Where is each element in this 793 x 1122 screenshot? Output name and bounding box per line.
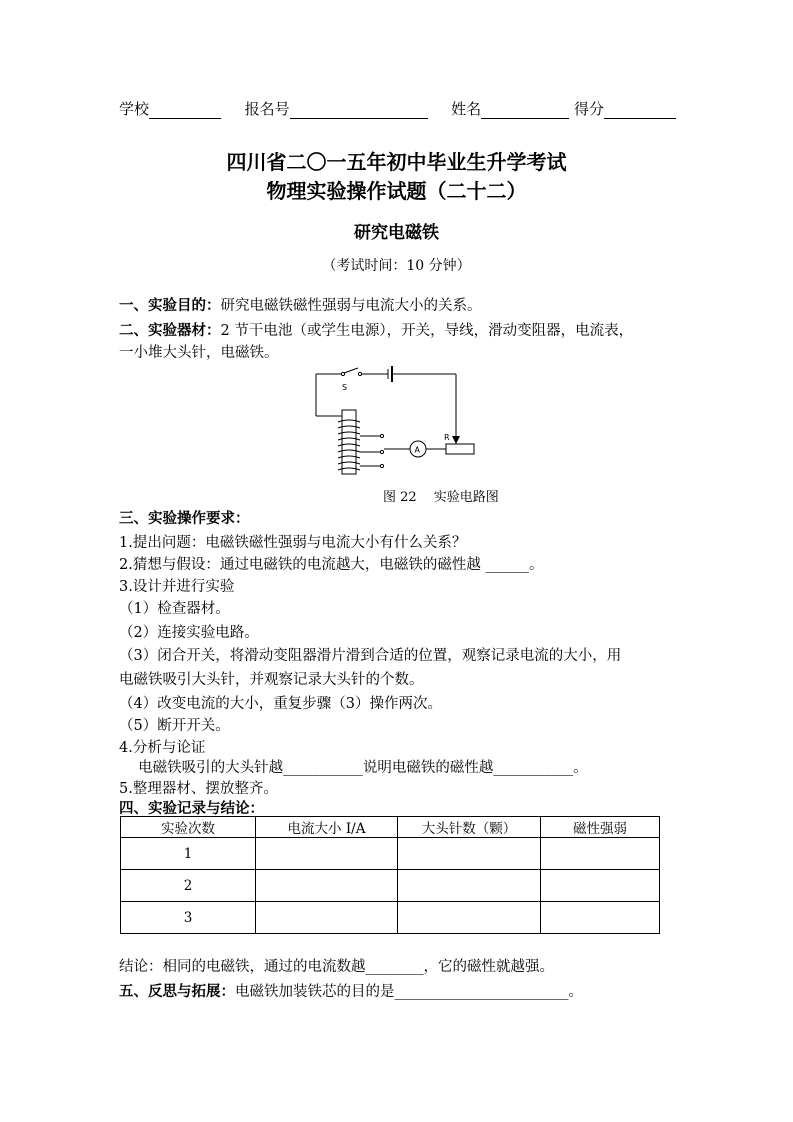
current-cell[interactable] <box>256 870 398 902</box>
magnetism-cell[interactable] <box>541 838 660 870</box>
trial-number: 3 <box>121 902 256 934</box>
section-reflection-heading: 五、反思与拓展： <box>119 984 235 1000</box>
magnetism-cell[interactable] <box>541 870 660 902</box>
experiment-title: 研究电磁铁 <box>354 223 439 243</box>
section-materials-text-1: 2 节干电池（或学生电源），开关，导线，滑动变阻器，电流表， <box>220 323 634 339</box>
coil-windings <box>338 420 360 470</box>
section-purpose-heading: 一、实验目的： <box>119 298 221 314</box>
exam-subtitle: 物理实验操作试题（二十二） <box>266 179 527 203</box>
step-line: （4）改变电流的大小，重复步骤（3）操作两次。 <box>119 696 442 712</box>
terminal-2 <box>380 450 383 453</box>
step-line: （1）检查器材。 <box>119 601 230 617</box>
exam-time: （考试时间：10 分钟） <box>322 258 471 274</box>
step-line: （5）断开开关。 <box>119 718 230 734</box>
section-materials <box>119 319 633 340</box>
current-cell[interactable] <box>256 902 398 934</box>
registration-field[interactable] <box>290 118 428 119</box>
column-header: 实验次数 <box>121 817 256 838</box>
step-line: 3.设计并进行实验 <box>119 579 235 595</box>
trial-number: 1 <box>121 838 256 870</box>
section-operation-heading: 三、实验操作要求： <box>119 511 250 527</box>
ammeter-label: A <box>414 445 420 455</box>
score-label: 得分 <box>573 100 604 118</box>
figure-caption: 图 22 实验电路图 <box>383 490 499 505</box>
step-line: 4.分析与论证 <box>119 740 206 756</box>
section-record-heading: 四、实验记录与结论： <box>119 801 264 817</box>
school-label: 学校 <box>119 100 150 118</box>
student-info-header <box>119 98 676 119</box>
pin-count-cell[interactable] <box>398 902 541 934</box>
section-purpose <box>119 294 482 315</box>
section-materials-heading: 二、实验器材： <box>119 323 221 339</box>
step-line: （3）闭合开关，将滑动变阻器滑片滑到合适的位置，观察记录电流的大小，用 <box>119 648 622 664</box>
column-header: 磁性强弱 <box>541 817 660 838</box>
step-line: 电磁铁吸引大头针，并观察记录大头针的个数。 <box>119 672 424 688</box>
step-line: 2.猜想与假设：通过电磁铁的电流越大，电磁铁的磁性越 ______。 <box>119 557 544 573</box>
score-field[interactable] <box>604 118 676 119</box>
name-label: 姓名 <box>451 100 482 118</box>
circuit-diagram <box>306 364 481 479</box>
rheostat-label: R <box>444 433 450 442</box>
switch-label: S <box>342 383 348 392</box>
section-reflection <box>119 980 583 1001</box>
school-field[interactable] <box>149 118 221 119</box>
current-cell[interactable] <box>256 838 398 870</box>
column-header: 大头针数（颗） <box>398 817 541 838</box>
name-field[interactable] <box>481 118 569 119</box>
step-line: 5.整理器材、摆放整齐。 <box>119 781 278 797</box>
rheostat-slider-arrow <box>452 436 460 444</box>
pin-count-cell[interactable] <box>398 870 541 902</box>
table-row <box>121 838 660 870</box>
registration-label: 报名号 <box>244 100 290 118</box>
table-row <box>121 870 660 902</box>
conclusion-line: 结论：相同的电磁铁，通过的电流数越________，它的磁性就越强。 <box>119 959 554 975</box>
rheostat <box>446 444 474 454</box>
magnetism-cell[interactable] <box>541 902 660 934</box>
record-table <box>120 816 660 934</box>
switch-contact <box>358 372 361 375</box>
step-line: 1.提出问题：电磁铁磁性强弱与电流大小有什么关系？ <box>119 535 467 551</box>
table-header-row <box>121 817 660 838</box>
terminal-3 <box>380 464 383 467</box>
column-header: 电流大小 I/A <box>256 817 398 838</box>
exam-title: 四川省二〇一五年初中毕业生升学考试 <box>226 150 567 174</box>
terminal-1 <box>380 434 383 437</box>
section-materials-text-2: 一小堆大头针，电磁铁。 <box>119 345 279 361</box>
pin-count-cell[interactable] <box>398 838 541 870</box>
trial-number: 2 <box>121 870 256 902</box>
step-line: （2）连接实验电路。 <box>119 625 259 641</box>
step-line: 电磁铁吸引的大头针越___________说明电磁铁的磁性越___________。 <box>119 760 588 776</box>
section-purpose-text: 研究电磁铁磁性强弱与电流大小的关系。 <box>220 298 482 314</box>
switch-blade <box>344 368 358 373</box>
section-reflection-text: 电磁铁加装铁芯的目的是________________________。 <box>235 984 583 1000</box>
table-row <box>121 902 660 934</box>
